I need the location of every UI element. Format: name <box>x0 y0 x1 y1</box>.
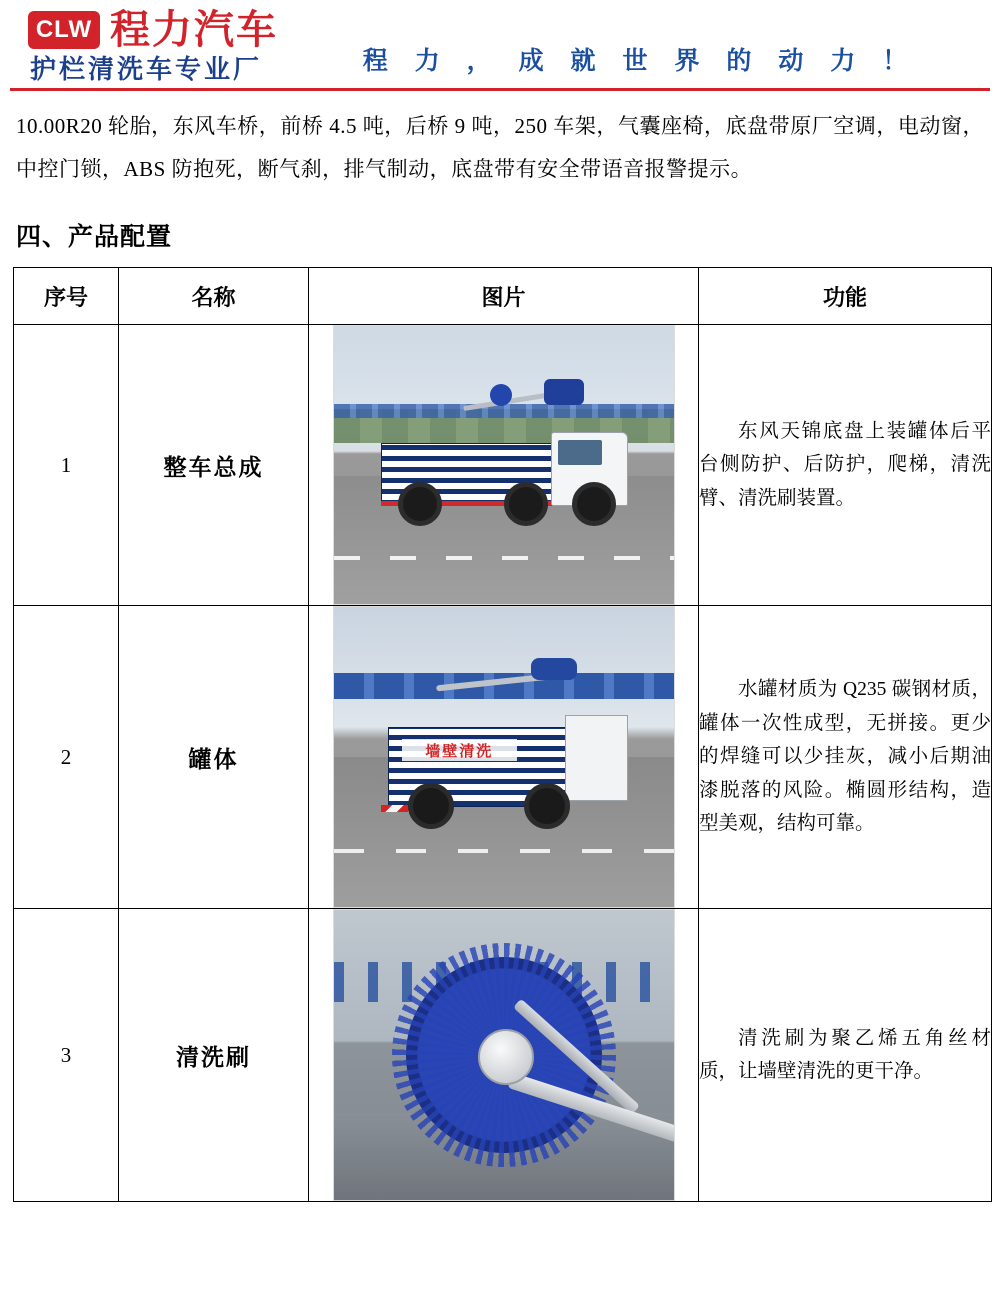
table-row <box>14 325 992 606</box>
photo-wheel <box>572 482 616 526</box>
intro-paragraph: 10.00R20 轮胎，东风车桥，前桥 4.5 吨，后桥 9 吨，250 车架，气囊座椅，底盘带原厂空调，电动窗，中控门锁，ABS 防抱死，断气刹，排气制动，底盘带有安全带语音报警提示。 <box>16 114 984 182</box>
header-divider <box>10 88 990 91</box>
page-title: 四、产品配置 <box>16 223 173 252</box>
photo-road-line <box>334 849 674 853</box>
row-number: 2 <box>14 606 119 909</box>
row-number: 3 <box>14 909 119 1202</box>
row-name: 清洗刷 <box>119 909 309 1202</box>
photo-washing-brush <box>531 658 577 680</box>
photo-wheel <box>504 482 548 526</box>
cleaning-brush-closeup-photo <box>333 909 675 1201</box>
row-function <box>699 325 992 606</box>
company-slogan: 程 力 ， 成 就 世 界 的 动 力 ！ <box>362 47 918 75</box>
company-subtitle: 护栏清洗车专业厂 <box>30 54 263 84</box>
photo-body-caption: 墙壁清洗 <box>402 739 518 761</box>
table-row <box>14 606 992 909</box>
photo-cab-window <box>558 440 602 465</box>
column-header-function: 功能 <box>699 268 992 325</box>
company-logo-block <box>28 10 328 82</box>
row-image-cell <box>309 325 699 606</box>
logo-row <box>28 10 278 50</box>
row-name: 罐体 <box>119 606 309 909</box>
truck-side-view-photo <box>333 325 675 605</box>
clw-logo-icon: CLW <box>28 11 100 49</box>
photo-blue-barrier <box>334 673 674 699</box>
row-name: 整车总成 <box>119 325 309 606</box>
table-header-row <box>14 268 992 325</box>
row-number: 1 <box>14 325 119 606</box>
column-header-image: 图片 <box>309 268 699 325</box>
photo-brush-hub <box>478 1029 534 1085</box>
row-image-cell <box>309 606 699 909</box>
product-configuration-table <box>13 267 992 1202</box>
row-image-cell <box>309 909 699 1202</box>
photo-wheel <box>524 783 570 829</box>
truck-rear-view-photo <box>333 606 675 908</box>
row-function-text: 水罐材质为 Q235 碳钢材质，罐体一次性成型，无拼接。更少的焊缝可以少挂灰，减小后期油漆脱落的风险。椭圆形结构，造型美观，结构可靠。 <box>699 679 991 835</box>
photo-truck-cab <box>565 715 628 801</box>
company-name: 程力汽车 <box>110 8 278 52</box>
column-header-name: 名称 <box>119 268 309 325</box>
document-header <box>10 0 990 88</box>
row-function <box>699 606 992 909</box>
row-function <box>699 909 992 1202</box>
photo-fence <box>334 404 674 418</box>
table-row <box>14 909 992 1202</box>
row-function-text: 清洗刷为聚乙烯五角丝材质，让墙壁清洗的更干净。 <box>699 1027 991 1083</box>
column-header-no: 序号 <box>14 268 119 325</box>
row-function-text: 东风天锦底盘上装罐体后平台侧防护、后防护，爬梯，清洗臂、清洗刷装置。 <box>699 420 991 509</box>
photo-washing-brush <box>544 379 584 405</box>
photo-road-line <box>334 556 674 560</box>
